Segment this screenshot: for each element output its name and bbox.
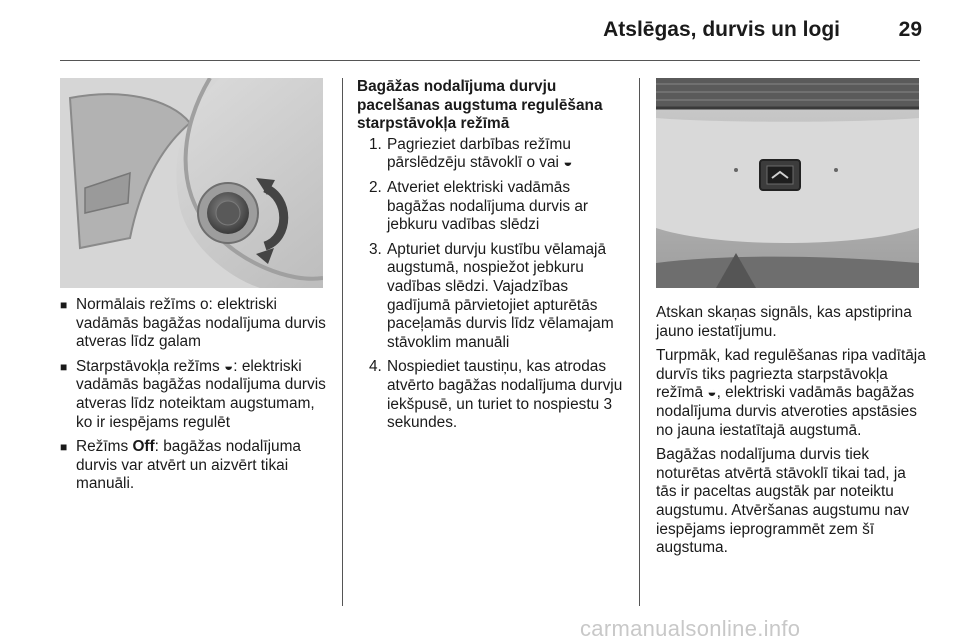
- bullet-marker: ■: [60, 359, 68, 374]
- right-column: [656, 304, 926, 564]
- bullet-marker: ■: [60, 440, 68, 455]
- list-item: [60, 438, 328, 494]
- step-item: [357, 358, 627, 432]
- paragraph: Bagāžas nodalījuma durvis tiek noturētas atvērtā stāvoklī tikai tad, ja tās ir paceltas augstāk par noteiktu augstumu. Atvēršanas augstumu nav iespējams ieprogrammēt zem šī augstuma.: [656, 446, 910, 557]
- watermark: carmanualsonline.info: [580, 616, 801, 641]
- step-text: Pagrieziet darbības režīmu pārslēdzēju stāvoklī o vai ◒: [387, 135, 573, 172]
- page-number: 29: [898, 18, 922, 41]
- middle-column: [357, 78, 627, 439]
- tailgate-button-photo: [656, 78, 919, 288]
- step-item: [357, 241, 627, 353]
- step-text: Atveriet elektriski vadāmās bagāžas nodalījuma durvis ar jebkuru vadības slēdzi: [387, 178, 589, 234]
- column-divider-left: [342, 78, 343, 606]
- step-text: Nospiediet taustiņu, kas atrodas atvērto bagāžas nodalījuma durvju iekšpusē, un turiet to nospiestu 3 sekundes.: [387, 358, 623, 432]
- step-number: 4.: [369, 358, 382, 376]
- step-item: [357, 179, 627, 235]
- step-number: 2.: [369, 178, 382, 196]
- section-heading: Bagāžas nodalījuma durvju pacelšanas augstuma regulēšana starpstāvokļa režīmā: [357, 78, 603, 133]
- step-text: Apturiet durvju kustību vēlamajā augstumā, nospiežot jebkuru vadības slēdzi. Vajadzības gadījumā pārvietojiet apturētās paceļamās durvis līdz vēlamajam stāvoklim manuāli: [387, 240, 614, 351]
- step-item: [357, 136, 627, 173]
- bullet-text: Normālais režīms o: elektriski vadāmās bagāžas nodalījuma durvis atveras līdz galam: [76, 296, 326, 351]
- page-header-title: Atslēgas, durvis un logi: [603, 18, 840, 41]
- paragraph: Atskan skaņas signāls, kas apstiprina jauno iestatījumu.: [656, 304, 912, 340]
- step-number: 1.: [369, 135, 382, 153]
- bullet-text-suffix: : bagāžas nodalījuma durvis var atvērt un aizvērt tikai manuāli.: [76, 438, 301, 493]
- bullet-text: Starpstāvokļa režīms ◒: elektriski vadāmās bagāžas nodalījuma durvis atveras līdz noteiktam augstumam, ko ir iespējams regulēt: [76, 357, 326, 431]
- column-divider-right: [639, 78, 640, 606]
- header-rule: [60, 60, 920, 61]
- paragraph: Turpmāk, kad regulēšanas ripa vadītāja durvīs tiks pagriezta starpstāvokļa režīmā ◒, elektriski vadāmās bagāžas nodalījuma durvis atveroties apstāsies no jauna iestatītajā augstumā.: [656, 347, 926, 439]
- bullet-text-prefix: Režīms: [76, 438, 133, 456]
- left-column: [60, 296, 328, 500]
- step-number: 3.: [369, 240, 382, 258]
- list-item: [60, 358, 328, 432]
- off-mode-label: Off: [132, 438, 155, 456]
- list-item: [60, 296, 328, 352]
- door-switch-photo: [60, 78, 323, 288]
- bullet-marker: ■: [60, 298, 68, 312]
